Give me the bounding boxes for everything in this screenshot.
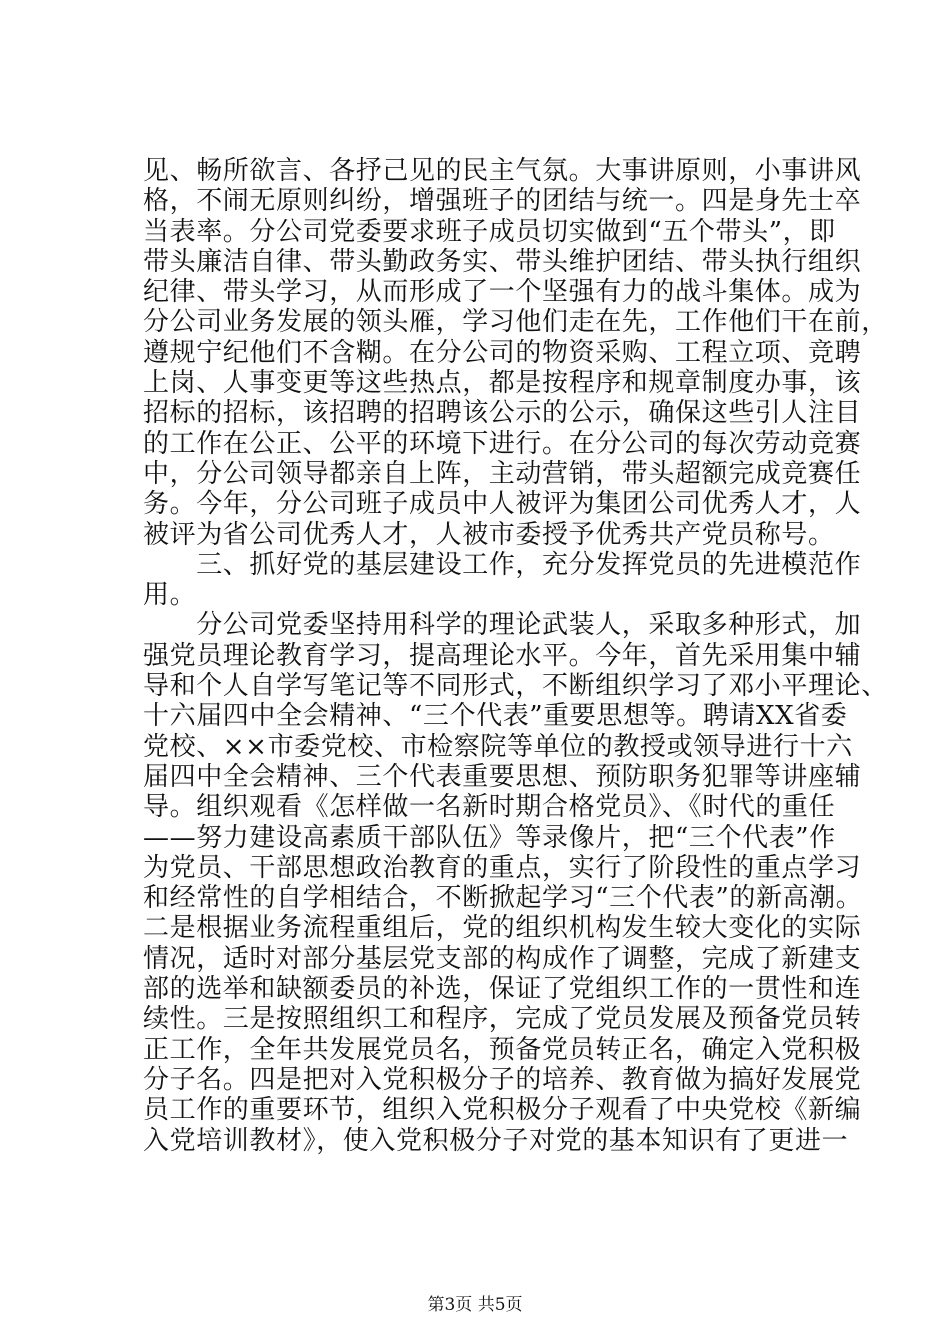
text-line: 导。组织观看《怎样做一名新时期合格党员》、《时代的重任 (143, 792, 836, 823)
page-number-footer: 第3页 共5页 (427, 1295, 523, 1315)
section-heading-line: 三、抓好党的基层建设工作，充分发挥党员的先进模范作 (143, 549, 862, 580)
text-line: 遵规宁纪他们不含糊。在分公司的物资采购、工程立项、竞聘 (143, 337, 862, 368)
text-line: 纪律、带头学习，从而形成了一个坚强有力的战斗集体。成为 (143, 277, 862, 308)
text-line: 带头廉洁自律、带头勤政务实、带头维护团结、带头执行组织 (143, 246, 862, 277)
text-line: 届四中全会精神、三个代表重要思想、预防职务犯罪等讲座辅 (143, 761, 862, 792)
text-line: 当表率。分公司党委要求班子成员切实做到“五个带头”，即 (143, 216, 836, 247)
section-heading-line: 用。 (143, 580, 197, 611)
text-line: 续性。三是按照组织工和程序，完成了党员发展及预备党员转 (143, 1004, 862, 1035)
text-line: 见、畅所欲言、各抒己见的民主气氛。大事讲原则，小事讲风 (143, 156, 862, 186)
text-line: 为党员、干部思想政治教育的重点，实行了阶段性的重点学习 (143, 852, 862, 883)
text-line: 强党员理论教育学习，提高理论水平。今年，首先采用集中辅 (143, 640, 862, 671)
text-line: 分子名。四是把对入党积极分子的培养、教育做为搞好发展党 (143, 1064, 862, 1095)
text-line: 员工作的重要环节，组织入党积极分子观看了中央党校《新编 (143, 1095, 862, 1126)
text-line: 十六届四中全会精神、“三个代表”重要思想等。聘请XX省委 (143, 701, 848, 732)
text-line: 务。今年，分公司班子成员中人被评为集团公司优秀人才，人 (143, 489, 862, 520)
text-line: 二是根据业务流程重组后，党的组织机构发生较大变化的实际 (143, 913, 862, 944)
text-line: 导和个人自学写笔记等不同形式，不断组织学习了邓小平理论、 (143, 671, 888, 702)
text-line: 和经常性的自学相结合，不断掀起学习“三个代表”的新高潮。 (143, 883, 863, 914)
text-line: 分公司业务发展的领头雁，学习他们走在先，工作他们干在前， (143, 307, 888, 338)
text-line: 上岗、人事变更等这些热点，都是按程序和规章制度办事，该 (143, 368, 862, 399)
text-line: 部的选举和缺额委员的补选，保证了党组织工作的一贯性和连 (143, 974, 862, 1005)
text-line: 正工作，全年共发展党员名，预备党员转正名，确定入党积极 (143, 1034, 862, 1065)
text-line: 的工作在公正、公平的环境下进行。在分公司的每次劳动竞赛 (143, 428, 862, 459)
text-line: 被评为省公司优秀人才，人被市委授予优秀共产党员称号。 (143, 519, 835, 550)
text-line: 招标的招标，该招聘的招聘该公示的公示，确保这些引人注目 (143, 398, 862, 429)
text-line: ——努力建设高素质干部队伍》等录像片，把“三个代表”作 (143, 822, 836, 853)
text-line: 中，分公司领导都亲自上阵，主动营销，带头超额完成竞赛任 (143, 458, 862, 489)
text-line: 党校、××市委党校、市检察院等单位的教授或领导进行十六 (143, 731, 853, 762)
text-line: 格，不闹无原则纠纷，增强班子的团结与统一。四是身先士卒 (143, 186, 862, 217)
document-body (143, 156, 888, 1156)
text-line: 入党培训教材》，使入党积极分子对党的基本知识有了更进一 (143, 1125, 849, 1156)
text-line: 分公司党委坚持用科学的理论武装人，采取多种形式，加 (143, 610, 862, 641)
text-line: 情况，适时对部分基层党支部的构成作了调整，完成了新建支 (143, 943, 862, 974)
